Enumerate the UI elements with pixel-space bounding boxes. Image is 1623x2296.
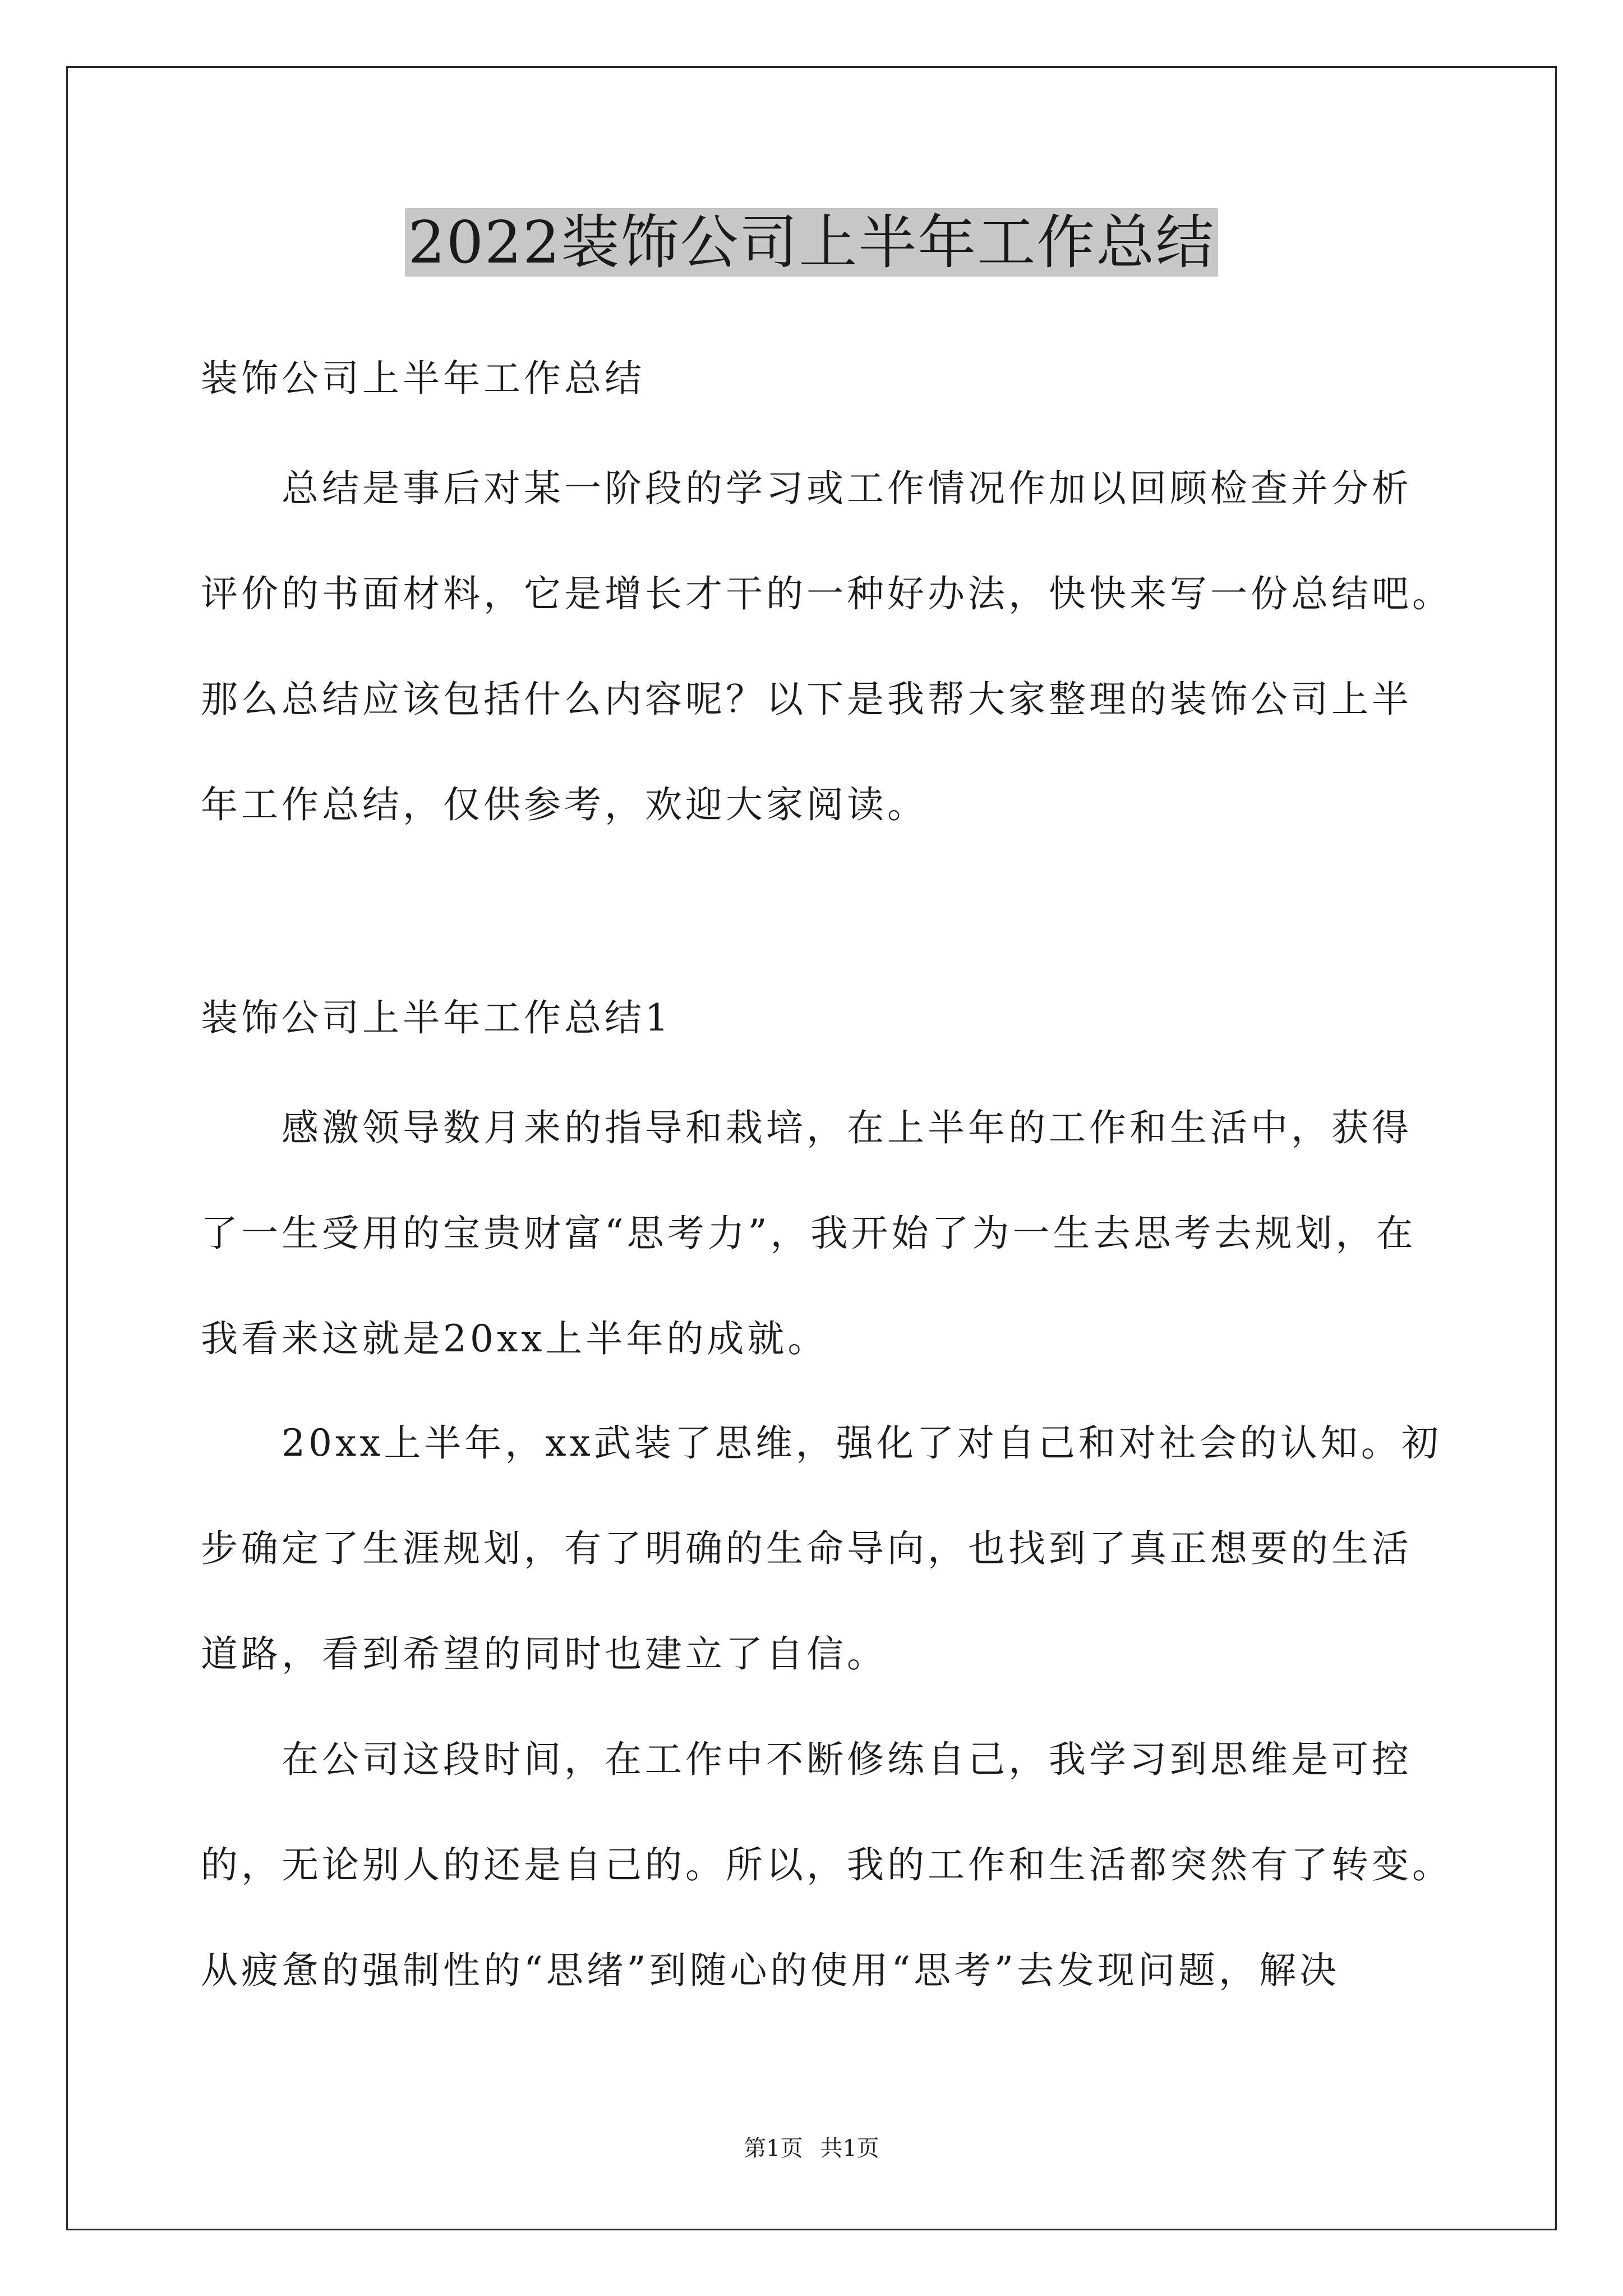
body-line-4: 20xx上半年，xx武装了思维，强化了对自己和对社会的认知。初	[201, 1421, 1442, 1465]
section-heading: 装饰公司上半年工作总结1	[201, 996, 672, 1039]
body-line-5: 步确定了生涯规划，有了明确的生命导向，也找到了真正想要的生活	[201, 1527, 1412, 1570]
body-line-9: 从疲惫的强制性的“思绪”到随心的使用“思考”去发现问题，解决	[201, 1949, 1340, 1992]
body-line-3: 我看来这就是20xx上半年的成就。	[201, 1317, 828, 1360]
subtitle: 装饰公司上半年工作总结	[201, 357, 645, 400]
document-title	[0, 203, 1623, 282]
body-line-2: 了一生受用的宝贵财富“思考力”，我开始了为一生去思考去规划，在	[201, 1212, 1417, 1255]
body-line-1: 感激领导数月来的指导和栽培，在上半年的工作和生活中，获得	[201, 1106, 1412, 1149]
body-line-6: 道路，看到希望的同时也建立了自信。	[201, 1632, 887, 1676]
intro-line-1: 总结是事后对某一阶段的学习或工作情况作加以回顾检查并分析	[201, 467, 1412, 510]
intro-line-2: 评价的书面材料，它是增长才干的一种好办法，快快来写一份总结吧。	[201, 572, 1453, 615]
intro-line-3: 那么总结应该包括什么内容呢？以下是我帮大家整理的装饰公司上半	[201, 678, 1412, 721]
document-title-text: 2022装饰公司上半年工作总结	[405, 208, 1219, 277]
intro-line-4: 年工作总结，仅供参考，欢迎大家阅读。	[201, 783, 928, 826]
body-line-7: 在公司这段时间，在工作中不断修练自己，我学习到思维是可控	[201, 1738, 1412, 1781]
page-footer: 第1页 共1页	[744, 2136, 879, 2161]
body-line-8: 的，无论别人的还是自己的。所以，我的工作和生活都突然有了转变。	[201, 1843, 1453, 1887]
